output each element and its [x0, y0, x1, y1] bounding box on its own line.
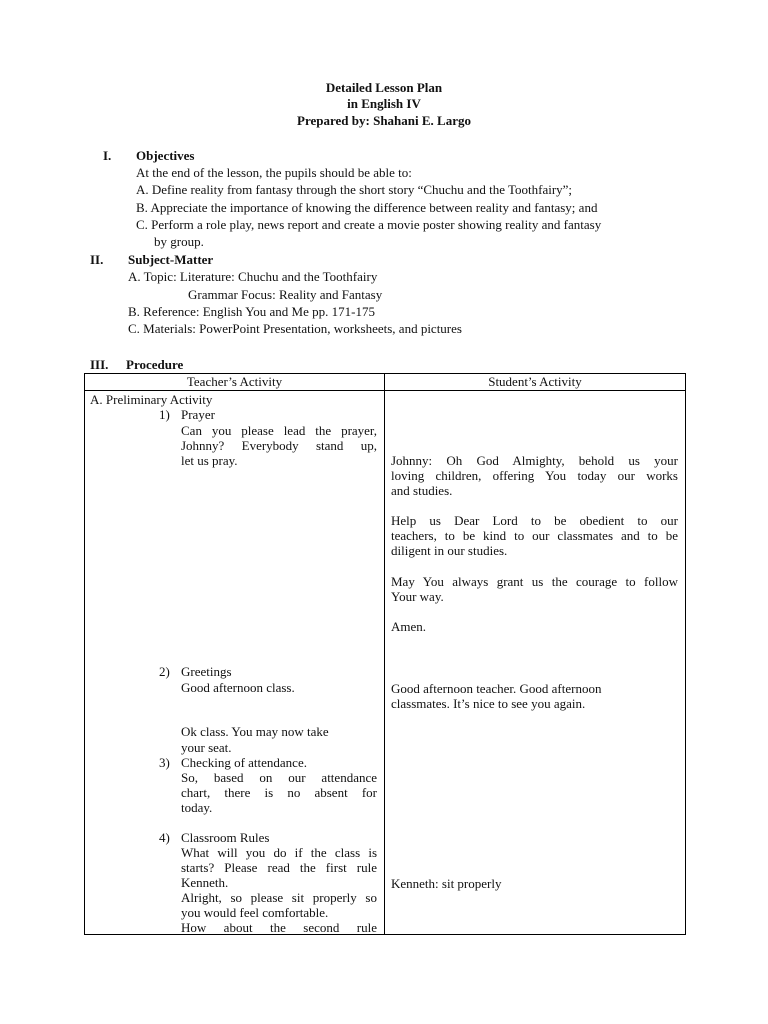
prayer-number: 1) [159, 407, 170, 422]
student-prayer-line: May You always grant us the courage to follow [391, 574, 678, 589]
student-prayer-line: Help us Dear Lord to be obedient to our [391, 513, 678, 528]
seat-line: Ok class. You may now take [181, 724, 329, 739]
objective-c-cont: by group. [154, 234, 204, 249]
rules-line: starts? Please read the first rule [181, 860, 377, 875]
preliminary-activity: A. Preliminary Activity [90, 392, 213, 407]
student-greeting-line: Good afternoon teacher. Good afternoon [391, 681, 602, 696]
student-greeting-line: classmates. It’s nice to see you again. [391, 696, 586, 711]
student-activity-cell [385, 391, 686, 935]
attendance-number: 3) [159, 755, 170, 770]
objective-c: C. Perform a role play, news report and create a movie poster showing reality and fantasy [136, 217, 602, 232]
prayer-line: Johnny? Everybody stand up, [181, 438, 377, 453]
rules-title: Classroom Rules [181, 830, 270, 845]
objective-a: A. Define reality from fantasy through the short story “Chuchu and the Toothfairy”; [136, 182, 573, 197]
subject-grammar: Grammar Focus: Reality and Fantasy [188, 287, 383, 302]
objectives-numeral: I. [103, 148, 112, 163]
student-prayer-line: and studies. [391, 483, 453, 498]
procedure-numeral: III. [90, 357, 109, 372]
procedure-heading: Procedure [126, 357, 184, 372]
student-amen: Amen. [391, 619, 427, 634]
subject-matter-numeral: II. [90, 252, 104, 267]
subject-materials: C. Materials: PowerPoint Presentation, worksheets, and pictures [128, 321, 462, 336]
objectives-intro: At the end of the lesson, the pupils should be able to: [136, 165, 412, 180]
attendance-title: Checking of attendance. [181, 755, 307, 770]
student-prayer-line: teachers, to be kind to our classmates and to be [391, 528, 678, 543]
subject-matter-heading: Subject-Matter [128, 252, 214, 267]
prayer-line: Can you please lead the prayer, [181, 423, 377, 438]
rules-line: Alright, so please sit properly so [181, 890, 377, 905]
student-prayer-line: Your way. [391, 589, 444, 604]
student-prayer-line: diligent in our studies. [391, 543, 508, 558]
rules-line: What will you do if the class is [181, 845, 377, 860]
document-subject: in English IV [347, 96, 421, 111]
procedure-table [84, 373, 686, 935]
student-kenneth-response: Kenneth: sit properly [391, 876, 502, 891]
document-title: Detailed Lesson Plan [325, 80, 443, 95]
student-prayer-line: Johnny: Oh God Almighty, behold us your [391, 453, 678, 468]
subject-reference: B. Reference: English You and Me pp. 171-175 [128, 304, 375, 319]
objectives-heading: Objectives [136, 148, 195, 163]
prayer-line: let us pray. [181, 453, 238, 468]
student-prayer-line: loving children, offering You today our works [391, 468, 678, 483]
student-activity-header: Student’s Activity [385, 374, 686, 391]
rules-line: How about the second rule [181, 920, 377, 935]
attendance-line: So, based on our attendance [181, 770, 377, 785]
greetings-title: Greetings [181, 664, 232, 679]
teacher-activity-cell [85, 391, 385, 935]
rules-line: Kenneth. [181, 875, 229, 890]
rules-number: 4) [159, 830, 170, 845]
attendance-line: chart, there is no absent for [181, 785, 377, 800]
subject-topic: A. Topic: Literature: Chuchu and the Toothfairy [128, 269, 378, 284]
seat-line: your seat. [181, 740, 232, 755]
prepared-by: Prepared by: Shahani E. Largo [297, 113, 471, 128]
teacher-activity-header: Teacher’s Activity [85, 374, 385, 391]
attendance-line: today. [181, 800, 213, 815]
objective-b: B. Appreciate the importance of knowing the difference between reality and fantasy; and [136, 200, 598, 215]
prayer-title: Prayer [181, 407, 215, 422]
greetings-number: 2) [159, 664, 170, 679]
greetings-line: Good afternoon class. [181, 680, 295, 695]
rules-line: you would feel comfortable. [181, 905, 329, 920]
